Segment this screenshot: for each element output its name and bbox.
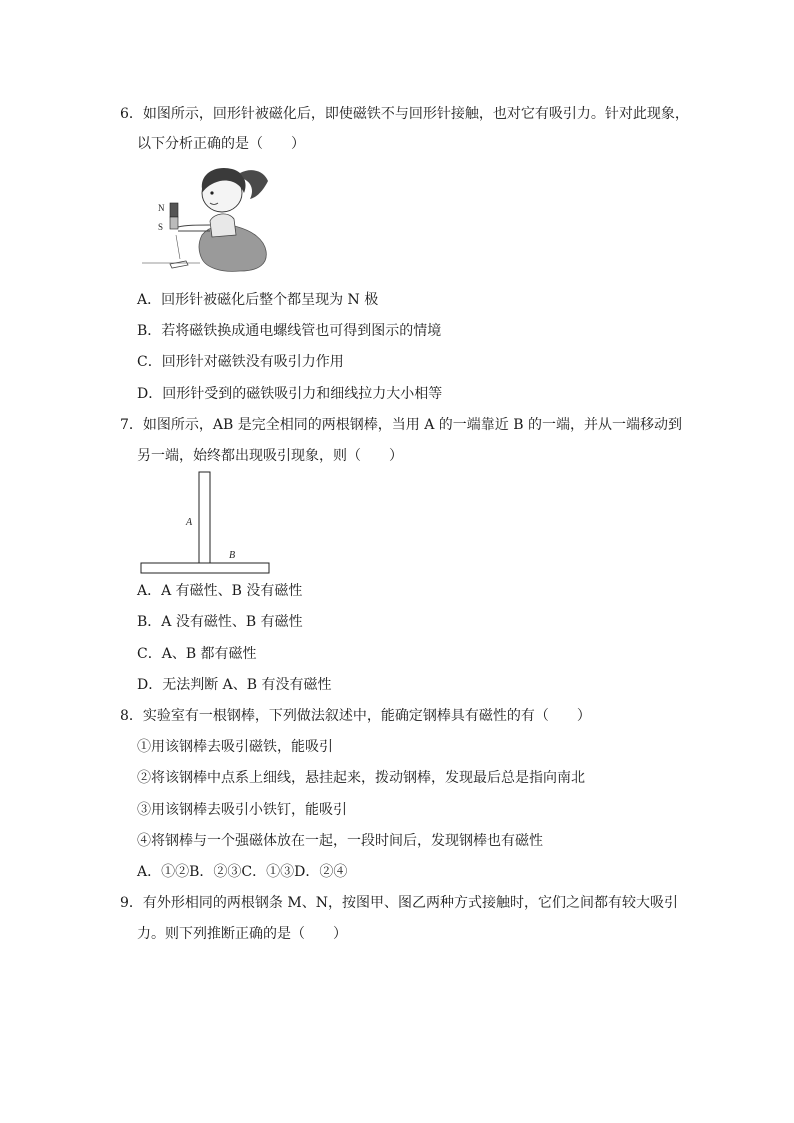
q7-stem-line1: 7．如图所示，AB 是完全相同的两根钢棒，当用 A 的一端靠近 B 的一端，并从一端移动到 xyxy=(120,417,682,433)
q6-figure-girl-magnet xyxy=(140,163,272,275)
q7-figure-label-b: B xyxy=(229,550,236,561)
q7-stem-line2: 另一端，始终都出现吸引现象，则（ ） xyxy=(137,448,403,464)
q8-item-4: ④将钢棒与一个强磁体放在一起，一段时间后，发现钢棒也有磁性 xyxy=(137,833,543,849)
q6-stem-line2: 以下分析正确的是（ ） xyxy=(137,136,305,152)
q7-figure-steel-bars xyxy=(138,470,274,576)
q6-option-a: A．回形针被磁化后整个都呈现为 N 极 xyxy=(137,292,379,308)
q9-stem-line2: 力。则下列推断正确的是（ ） xyxy=(137,926,347,942)
q6-figure-label-s: S xyxy=(158,222,164,232)
q6-option-d: D．回形针受到的磁铁吸引力和细线拉力大小相等 xyxy=(137,386,443,402)
q7-figure-label-a: A xyxy=(186,517,193,528)
q9-stem-line1: 9．有外形相同的两根钢条 M、N，按图甲、图乙两种方式接触时，它们之间都有较大吸引 xyxy=(120,895,678,911)
q8-stem-line1: 8．实验室有一根钢棒，下列做法叙述中，能确定钢棒具有磁性的有（ ） xyxy=(120,708,591,724)
q6-figure-label-n: N xyxy=(158,203,165,213)
q6-option-b: B．若将磁铁换成通电螺线管也可得到图示的情境 xyxy=(137,323,442,339)
q6-stem-line1: 6．如图所示，回形针被磁化后，即使磁铁不与回形针接触，也对它有吸引力。针对此现象， xyxy=(120,106,689,122)
q6-option-c: C．回形针对磁铁没有吸引力作用 xyxy=(137,354,344,370)
q8-item-1: ①用该钢棒去吸引磁铁，能吸引 xyxy=(137,739,333,755)
q7-option-a: A．A 有磁性、B 没有磁性 xyxy=(137,583,303,599)
q8-item-3: ③用该钢棒去吸引小铁钉，能吸引 xyxy=(137,802,347,818)
q7-option-c: C．A、B 都有磁性 xyxy=(137,646,257,662)
q8-item-2: ②将该钢棒中点系上细线，悬挂起来，拨动钢棒，发现最后总是指向南北 xyxy=(137,770,585,786)
q7-option-b: B．A 没有磁性、B 有磁性 xyxy=(137,614,303,630)
q8-options: A．①②B．②③C．①③D．②④ xyxy=(137,864,348,880)
q7-option-d: D．无法判断 A、B 有没有磁性 xyxy=(137,677,332,693)
